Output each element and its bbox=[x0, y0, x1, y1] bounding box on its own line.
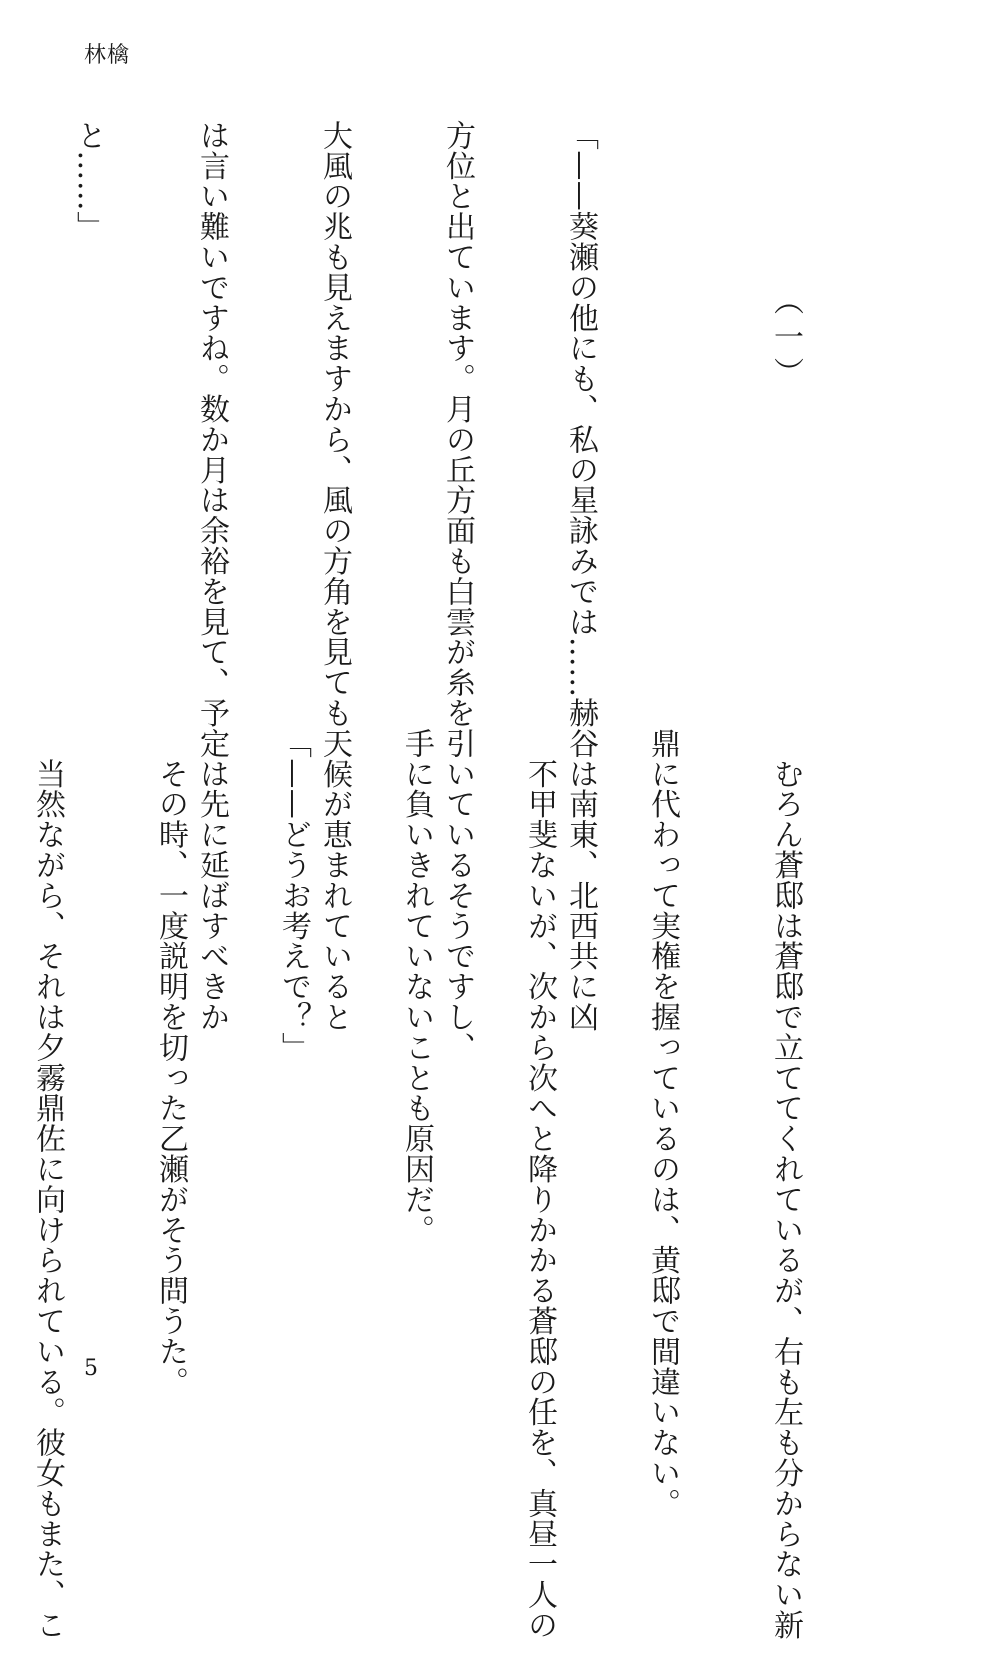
text-line: 当然ながら、それは夕霧鼎佐に向けられている。彼女もまた、こ bbox=[30, 728, 65, 1640]
text-line: 不甲斐ないが、次から次へと降りかかる蒼邸の任を、真昼一人の bbox=[522, 728, 557, 1640]
text-line: 方位と出ています。月の丘方面も白雲が糸を引いているそうですし、 bbox=[440, 120, 475, 1063]
text-line: むろん蒼邸は蒼邸で立ててくれているが、右も左も分からない新 bbox=[768, 728, 803, 1640]
running-header: 林檎 bbox=[84, 43, 131, 68]
text-line: （一） bbox=[768, 120, 803, 393]
text-line: 「——どうお考えで？」 bbox=[276, 728, 311, 1063]
text-line: は言い難いですね。数か月は余裕を見て、予定は先に延ばすべきか bbox=[194, 120, 229, 1032]
text-line: 「——葵瀬の他にも、私の星詠みでは……赫谷は南東、北西共に凶 bbox=[563, 120, 598, 1032]
text-line: と……」 bbox=[71, 120, 106, 242]
page-number: 5 bbox=[84, 1356, 98, 1381]
text-line: 大風の兆も見えますから、風の方角を見ても天候が恵まれていると bbox=[317, 120, 352, 1032]
text-line: 鼎に代わって実権を握っているのは、黄邸で間違いない。 bbox=[645, 728, 680, 1519]
text-line: 手に負いきれていないことも原因だ。 bbox=[399, 728, 434, 1245]
text-block-bottom bbox=[0, 728, 888, 1640]
text-line: その時、一度説明を切った乙瀬がそう問うた。 bbox=[153, 728, 188, 1397]
